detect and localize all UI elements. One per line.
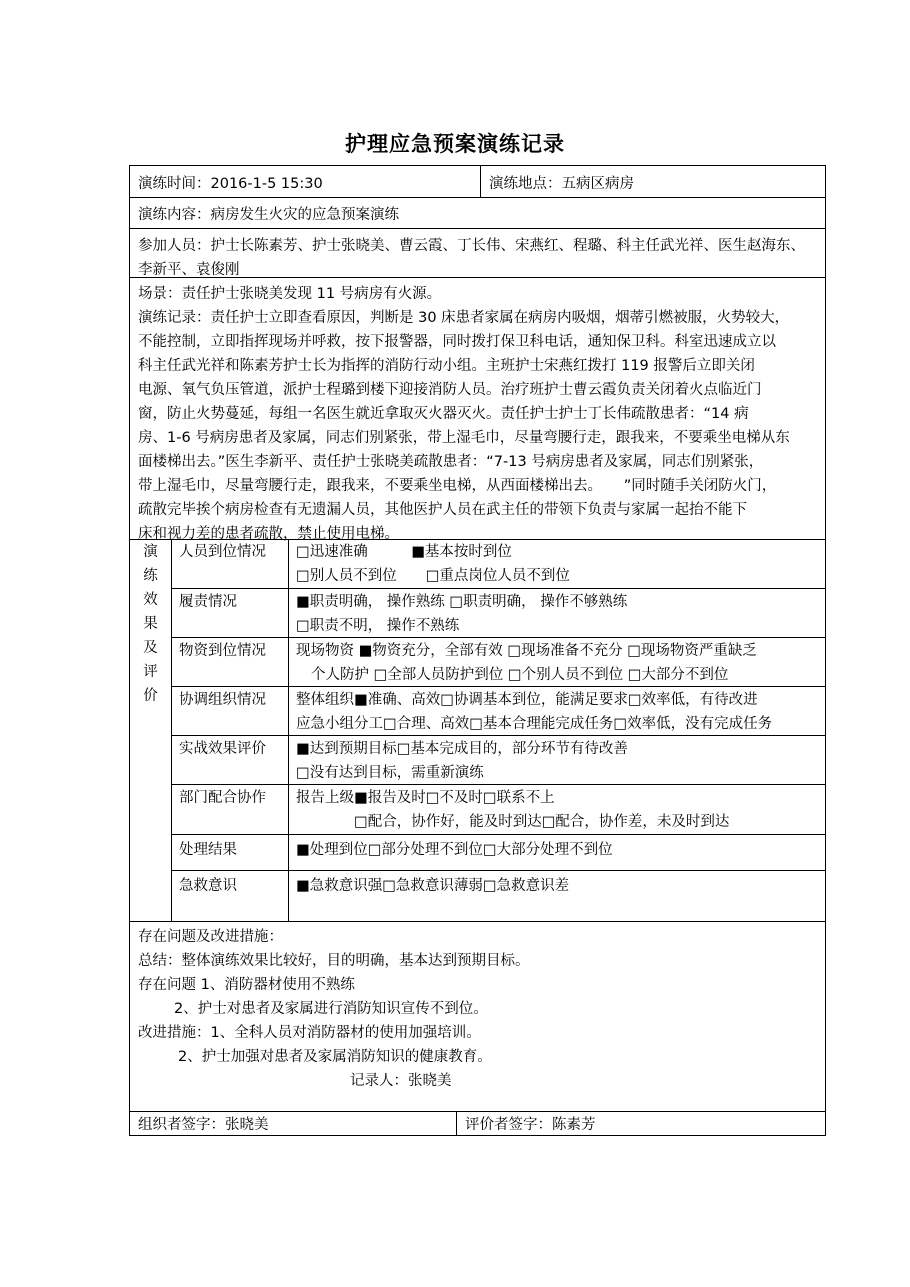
record-line: 疏散完毕挨个病房检查有无遗漏人员，其他医护人员在武主任的带领下负责与家属一起抬不能下 bbox=[138, 502, 747, 518]
divider bbox=[130, 228, 825, 229]
participants-line: 参加人员：护士长陈素芳、护士张晓美、曹云霞、丁长伟、宋燕红、程璐、科主任武光祥、医生赵海东、 bbox=[138, 238, 805, 254]
eval-options-staffing bbox=[288, 540, 570, 588]
divider bbox=[171, 588, 825, 589]
eval-item-duty: 履责情况 bbox=[179, 594, 237, 610]
record-line: 面楼梯出去。”医生李新平、责任护士张晓美疏散患者：“7-13 号病房患者及家属，同志们别紧张， bbox=[138, 454, 764, 470]
issues-problem: 2、护士对患者及家属进行消防知识宣传不到位。 bbox=[174, 1001, 488, 1017]
record-line: 科主任武光祥和陈素芳护士长为指挥的消防行动小组。主班护士宋燕红拨打 119 报警后立即关闭 bbox=[138, 358, 755, 374]
record-line: 带上湿毛巾，尽量弯腰行走，跟我来，不要乘坐电梯，从西面楼梯出去。 ”同时随手关闭防火门， bbox=[138, 478, 777, 494]
divider bbox=[171, 637, 825, 638]
eval-options-effect bbox=[288, 737, 628, 785]
option-line: ■职责明确， 操作熟练 □职责明确， 操作不够熟练 bbox=[296, 594, 628, 610]
drill-record bbox=[130, 278, 825, 550]
eval-options-first-aid bbox=[288, 874, 569, 898]
option-line: □迅速准确 ■基本按时到位 bbox=[296, 544, 512, 560]
record-line: 电源、氧气负压管道，派护士程璐到楼下迎接消防人员。治疗班护士曹云霞负责关闭着火点临近门 bbox=[138, 382, 762, 398]
eval-options-duty bbox=[288, 590, 627, 638]
issues-measure: 2、护士加强对患者及家属消防知识的健康教育。 bbox=[178, 1049, 492, 1065]
record-line: 窗，防止火势蔓延，每组一名医生就近拿取灭火器灭火。责任护士护士丁长伟疏散患者：“14 病 bbox=[138, 406, 749, 422]
eval-options-coordination bbox=[288, 688, 772, 736]
option-line: 报告上级■报告及时□不及时□联系不上 bbox=[296, 790, 555, 806]
option-line: □配合，协作好，能及时到达□配合，协作差，未及时到达 bbox=[296, 814, 730, 830]
issues-measure: 改进措施：1、全科人员对消防器材的使用加强培训。 bbox=[138, 1025, 481, 1041]
divider bbox=[171, 735, 825, 736]
eval-item-result: 处理结果 bbox=[179, 842, 237, 858]
eval-item-staffing: 人员到位情况 bbox=[179, 544, 266, 560]
eval-options-supplies bbox=[288, 639, 757, 687]
record-line: 床和视力差的患者疏散，禁止使用电梯。 bbox=[138, 526, 399, 542]
option-line: ■达到预期目标□基本完成目的，部分环节有待改善 bbox=[296, 741, 628, 757]
document-title: 护理应急预案演练记录 bbox=[345, 132, 565, 156]
divider bbox=[130, 1111, 825, 1112]
issues-heading: 存在问题及改进措施： bbox=[138, 929, 283, 945]
eval-item-supplies: 物资到位情况 bbox=[179, 643, 266, 659]
eval-label-char: 评 bbox=[143, 664, 158, 680]
divider bbox=[171, 784, 825, 785]
drill-content: 演练内容：病房发生火灾的应急预案演练 bbox=[138, 207, 399, 223]
eval-label-char: 演 bbox=[143, 544, 158, 560]
eval-label-char: 练 bbox=[143, 568, 158, 584]
evaluator-signature: 评价者签字：陈素芳 bbox=[465, 1117, 596, 1133]
eval-options-cooperation bbox=[288, 786, 729, 834]
participants-line: 李新平、袁俊刚 bbox=[138, 262, 240, 278]
option-line: □没有达到目标，需重新演练 bbox=[296, 765, 484, 781]
option-line: □职责不明， 操作不熟练 bbox=[296, 618, 460, 634]
option-line: 应急小组分工□合理、高效□基本合理能完成任务□效率低，没有完成任务 bbox=[296, 716, 773, 732]
issues-summary: 总结：整体演练效果比较好，目的明确，基本达到预期目标。 bbox=[138, 953, 530, 969]
issues-section bbox=[130, 923, 825, 1095]
eval-label-char: 及 bbox=[143, 640, 158, 656]
option-line: 整体组织■准确、高效□协调基本到位，能满足要求□效率低，有待改进 bbox=[296, 692, 758, 708]
eval-item-first-aid: 急救意识 bbox=[179, 878, 237, 894]
eval-label-char: 价 bbox=[143, 688, 158, 704]
record-line: 演练记录：责任护士立即查看原因，判断是 30 床患者家属在病房内吸烟，烟蒂引燃被服，火势较大， bbox=[138, 310, 790, 326]
divider bbox=[171, 834, 825, 835]
eval-item-effect: 实战效果评价 bbox=[179, 741, 266, 757]
option-line: □别人员不到位 □重点岗位人员不到位 bbox=[296, 568, 570, 584]
divider bbox=[130, 921, 825, 922]
record-table bbox=[129, 165, 826, 1136]
option-line: 现场物资 ■物资充分，全部有效 □现场准备不充分 □现场物资严重缺乏 bbox=[296, 643, 757, 659]
issues-problem: 存在问题 1、消防器材使用不熟练 bbox=[138, 977, 355, 993]
divider bbox=[130, 197, 825, 198]
record-line: 不能控制，立即指挥现场并呼救，按下报警器，同时拨打保卫科电话，通知保卫科。科室迅速成立以 bbox=[138, 334, 776, 350]
eval-label-char: 效 bbox=[143, 592, 158, 608]
divider bbox=[171, 686, 825, 687]
record-line: 房、1-6 号病房患者及家属，同志们别紧张，带上湿毛巾，尽量弯腰行走，跟我来，不要乘坐电梯从东 bbox=[138, 430, 790, 446]
scene-text: 场景：责任护士张晓美发现 11 号病房有火源。 bbox=[138, 286, 442, 302]
recorder: 记录人：张晓美 bbox=[350, 1073, 452, 1089]
option-line: ■急救意识强□急救意识薄弱□急救意识差 bbox=[296, 878, 570, 894]
option-line: ■处理到位□部分处理不到位□大部分处理不到位 bbox=[296, 842, 613, 858]
eval-section-label bbox=[130, 540, 171, 708]
eval-options-result bbox=[288, 838, 613, 862]
eval-label-char: 果 bbox=[143, 616, 158, 632]
divider bbox=[171, 870, 825, 871]
option-line: 个人防护 □全部人员防护到位 □个别人员不到位 □大部分不到位 bbox=[311, 667, 729, 683]
eval-item-coordination: 协调组织情况 bbox=[179, 692, 266, 708]
eval-item-cooperation: 部门配合协作 bbox=[179, 790, 266, 806]
organizer-signature: 组织者签字：张晓美 bbox=[138, 1117, 269, 1133]
drill-time: 演练时间：2016-1-5 15:30 bbox=[138, 176, 323, 192]
drill-place: 演练地点：五病区病房 bbox=[489, 176, 634, 192]
